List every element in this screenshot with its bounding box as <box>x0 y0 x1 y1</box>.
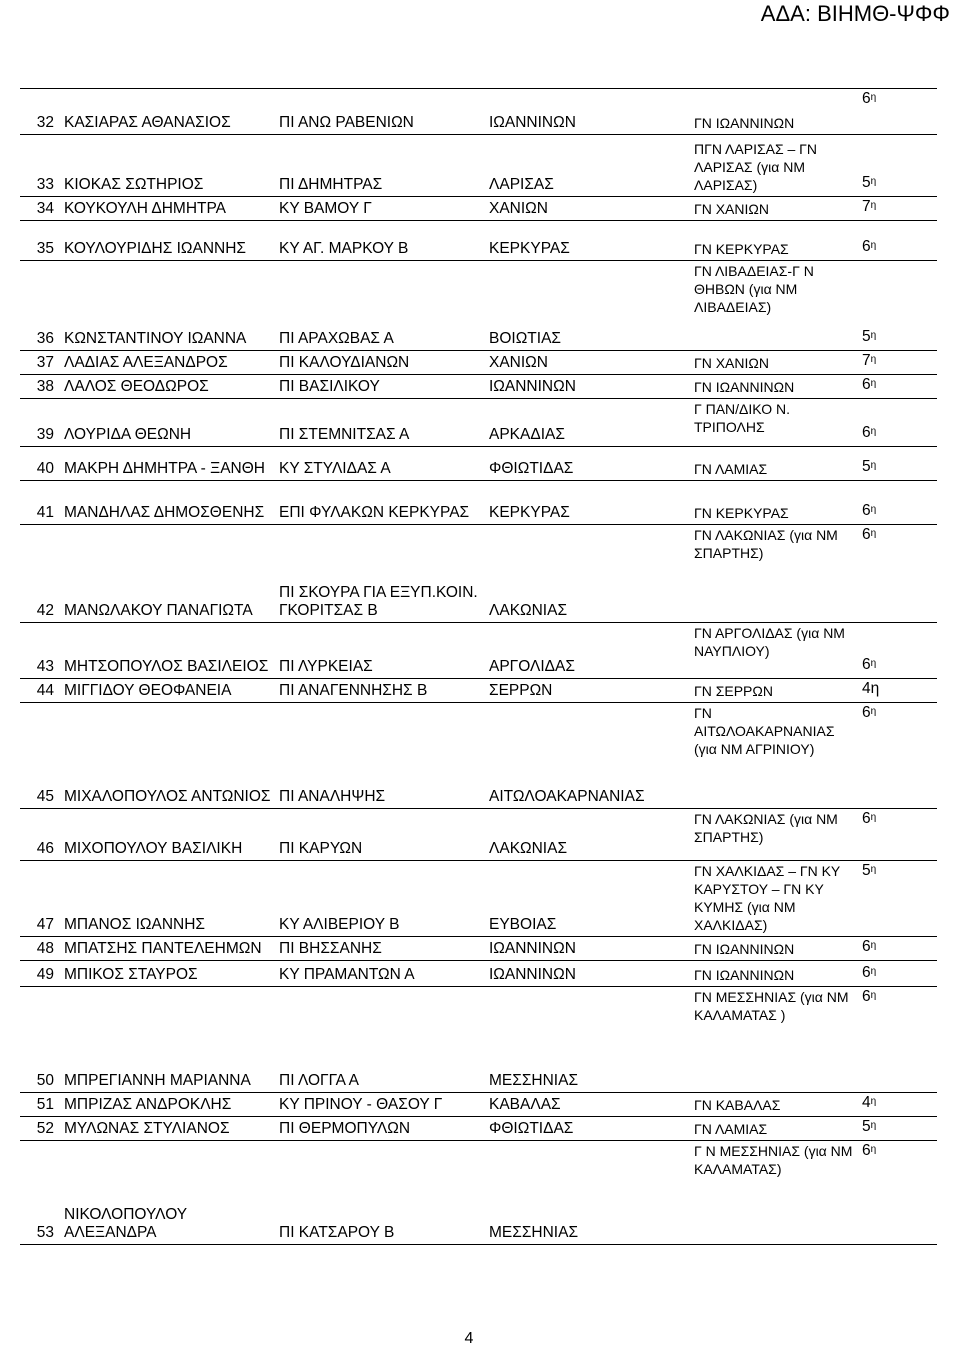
table-row <box>20 1117 937 1141</box>
table-row <box>20 135 937 197</box>
reference-hospital: ΓΝ ΛΙΒΑΔΕΙΑΣ-Γ Ν ΘΗΒΩΝ (για ΝΜ ΛΙΒΑΔΕΙΑΣ) <box>690 261 858 351</box>
health-unit: ΠΙ ΔΗΜΗΤΡΑΣ <box>275 135 485 197</box>
person-name: ΜΠΑΤΣΗΣ ΠΑΝΤΕΛΕΗΜΩΝ <box>60 937 275 961</box>
prefecture: ΕΥΒΟΙΑΣ <box>485 861 690 937</box>
prefecture: ΧΑΝΙΩΝ <box>485 197 690 221</box>
grade-suffix: η <box>870 1144 877 1155</box>
prefecture: ΙΩΑΝΝΙΝΩΝ <box>485 937 690 961</box>
person-name: ΜΥΛΩΝΑΣ ΣΤΥΛΙΑΝΟΣ <box>60 1117 275 1141</box>
reference-hospital: ΓΝ ΧΑΝΙΩΝ <box>690 351 858 375</box>
grade-suffix: η <box>870 426 877 437</box>
grade: $7^\eta$ <box>858 197 937 221</box>
person-name: ΝΙΚΟΛΟΠΟΥΛΟΥ ΑΛΕΞΑΝΔΡΑ <box>60 1141 275 1245</box>
row-number: 50 <box>20 987 60 1093</box>
health-unit: ΠΙ ΒΑΣΙΛΙΚΟΥ <box>275 375 485 399</box>
prefecture: ΦΘΙΩΤΙΔΑΣ <box>485 447 690 481</box>
health-unit: ΠΙ ΑΝΩ ΡΑΒΕΝΙΩΝ <box>275 89 485 135</box>
grade: $7^\eta$ <box>858 351 937 375</box>
table-row <box>20 679 937 703</box>
grade-suffix: η <box>870 504 877 515</box>
grade: $6^\eta$ <box>858 221 937 261</box>
health-unit: ΚΥ ΑΓ. ΜΑΡΚΟΥ Β <box>275 221 485 261</box>
health-unit: ΚΥ ΠΡΑΜΑΝΤΩΝ Α <box>275 961 485 987</box>
row-number: 51 <box>20 1093 60 1117</box>
table-row <box>20 221 937 261</box>
row-number: 40 <box>20 447 60 481</box>
health-unit: ΠΙ ΑΡΑΧΩΒΑΣ Α <box>275 261 485 351</box>
health-unit: ΚΥ ΑΛΙΒΕΡΙΟΥ Β <box>275 861 485 937</box>
row-number: 43 <box>20 623 60 679</box>
person-name: ΜΗΤΣΟΠΟΥΛΟΣ ΒΑΣΙΛΕΙΟΣ <box>60 623 275 679</box>
document-reference-header: ΑΔΑ: ΒΙΗΜΘ-ΨΦΦ <box>760 1 950 26</box>
row-number: 53 <box>20 1141 60 1245</box>
grade: $6^\eta$ <box>858 937 937 961</box>
table-row <box>20 261 937 351</box>
table-row <box>20 703 937 809</box>
prefecture: ΛΑΚΩΝΙΑΣ <box>485 525 690 623</box>
grade: $6^\eta$ <box>858 623 937 679</box>
prefecture: ΑΙΤΩΛΟΑΚΑΡΝΑΝΙΑΣ <box>485 703 690 809</box>
table-row <box>20 987 937 1093</box>
grade: $5^\eta$ <box>858 447 937 481</box>
prefecture: ΙΩΑΝΝΙΝΩΝ <box>485 961 690 987</box>
grade: $5^\eta$ <box>858 261 937 351</box>
health-unit: ΠΙ ΚΑΤΣΑΡΟΥ Β <box>275 1141 485 1245</box>
person-name: ΚΑΣΙΑΡΑΣ ΑΘΑΝΑΣΙΟΣ <box>60 89 275 135</box>
row-number: 47 <box>20 861 60 937</box>
row-number: 52 <box>20 1117 60 1141</box>
table-row <box>20 1141 937 1245</box>
person-name: ΜΑΝΔΗΛΑΣ ΔΗΜΟΣΘΕΝΗΣ <box>60 481 275 525</box>
health-unit: ΚΥ ΣΤΥΛΙΔΑΣ Α <box>275 447 485 481</box>
grade-suffix: η <box>870 706 877 717</box>
grade-suffix: η <box>870 354 877 365</box>
reference-hospital: Γ ΠΑΝ/ΔΙΚΟ Ν. ΤΡΙΠΟΛΗΣ <box>690 399 858 447</box>
prefecture: ΚΑΒΑΛΑΣ <box>485 1093 690 1117</box>
reference-hospital: ΓΝ ΧΑΛΚΙΔΑΣ – ΓΝ ΚΥ ΚΑΡΥΣΤΟΥ – ΓΝ ΚΥ ΚΥΜΗΣ (για ΝΜ ΧΑΛΚΙΔΑΣ) <box>690 861 858 937</box>
grade-suffix: η <box>870 528 877 539</box>
person-name: ΜΑΝΩΛΑΚΟΥ ΠΑΝΑΓΙΩΤΑ <box>60 525 275 623</box>
prefecture: ΛΑΚΩΝΙΑΣ <box>485 809 690 861</box>
table-row <box>20 623 937 679</box>
health-unit: ΠΙ ΛΟΓΓΑ Α <box>275 987 485 1093</box>
grade-suffix: η <box>870 330 877 341</box>
grade-suffix: η <box>870 966 877 977</box>
reference-hospital: ΓΝ ΙΩΑΝΝΙΝΩΝ <box>690 89 858 135</box>
grade: $5^\eta$ <box>858 135 937 197</box>
reference-hospital: ΓΝ ΜΕΣΣΗΝΙΑΣ (για ΝΜ ΚΑΛΑΜΑΤΑΣ ) <box>690 987 858 1093</box>
table-row <box>20 961 937 987</box>
reference-hospital: ΓΝ ΙΩΑΝΝΙΝΩΝ <box>690 375 858 399</box>
grade: $6^\eta$ <box>858 481 937 525</box>
table-row <box>20 447 937 481</box>
health-unit: ΠΙ ΒΗΣΣΑΝΗΣ <box>275 937 485 961</box>
row-number: 39 <box>20 399 60 447</box>
table-row <box>20 89 937 135</box>
grade: $6^\eta$ <box>858 1141 937 1245</box>
person-name: ΛΑΔΙΑΣ ΑΛΕΞΑΝΔΡΟΣ <box>60 351 275 375</box>
prefecture: ΚΕΡΚΥΡΑΣ <box>485 221 690 261</box>
person-name: ΚΟΥΛΟΥΡΙΔΗΣ ΙΩΑΝΝΗΣ <box>60 221 275 261</box>
table-row <box>20 375 937 399</box>
row-number: 34 <box>20 197 60 221</box>
health-unit: ΠΙ ΣΤΕΜΝΙΤΣΑΣ Α <box>275 399 485 447</box>
person-name: ΚΟΥΚΟΥΛΗ ΔΗΜΗΤΡΑ <box>60 197 275 221</box>
row-number: 33 <box>20 135 60 197</box>
person-name: ΜΠΡΕΓΙΑΝΝΗ ΜΑΡΙΑΝΝΑ <box>60 987 275 1093</box>
reference-hospital: Γ Ν ΜΕΣΣΗΝΙΑΣ (για ΝΜ ΚΑΛΑΜΑΤΑΣ) <box>690 1141 858 1245</box>
grade-suffix: η <box>870 658 877 669</box>
row-number: 45 <box>20 703 60 809</box>
grade: $6^\eta$ <box>858 525 937 623</box>
person-name: ΛΑΛΟΣ ΘΕΟΔΩΡΟΣ <box>60 375 275 399</box>
grade: 4η <box>858 679 937 703</box>
health-unit: ΠΙ ΑΝΑΓΕΝΝΗΣΗΣ Β <box>275 679 485 703</box>
grade-suffix: η <box>870 940 877 951</box>
row-number: 44 <box>20 679 60 703</box>
reference-hospital: ΓΝ ΛΑΚΩΝΙΑΣ (για ΝΜ ΣΠΑΡΤΗΣ) <box>690 525 858 623</box>
grade-suffix: η <box>870 240 877 251</box>
grade: $6^\eta$ <box>858 987 937 1093</box>
page-number: 4 <box>464 1330 474 1347</box>
grade: $6^\eta$ <box>858 809 937 861</box>
table-row <box>20 937 937 961</box>
health-unit: ΠΙ ΘΕΡΜΟΠΥΛΩΝ <box>275 1117 485 1141</box>
health-unit: ΠΙ ΣΚΟΥΡΑ ΓΙΑ ΕΞΥΠ.ΚΟΙΝ. ΓΚΟΡΙΤΣΑΣ Β <box>275 525 485 623</box>
prefecture: ΜΕΣΣΗΝΙΑΣ <box>485 1141 690 1245</box>
reference-hospital: ΓΝ ΚΑΒΑΛΑΣ <box>690 1093 858 1117</box>
person-name: ΜΙΓΓΙΔΟΥ ΘΕΟΦΑΝΕΙΑ <box>60 679 275 703</box>
prefecture: ΦΘΙΩΤΙΔΑΣ <box>485 1117 690 1141</box>
prefecture: ΜΕΣΣΗΝΙΑΣ <box>485 987 690 1093</box>
grade-suffix: η <box>870 200 877 211</box>
health-unit: ΠΙ ΑΝΑΛΗΨΗΣ <box>275 703 485 809</box>
reference-hospital: ΓΝ ΛΑΜΙΑΣ <box>690 447 858 481</box>
grade-suffix: η <box>870 378 877 389</box>
grade-suffix: η <box>870 864 877 875</box>
row-number: 35 <box>20 221 60 261</box>
person-name: ΛΟΥΡΙΔΑ ΘΕΩΝΗ <box>60 399 275 447</box>
grade-suffix: η <box>870 92 877 103</box>
grade: $6^\eta$ <box>858 961 937 987</box>
grade: $5^\eta$ <box>858 1117 937 1141</box>
reference-hospital: ΓΝ ΛΑΚΩΝΙΑΣ (για ΝΜ ΣΠΑΡΤΗΣ) <box>690 809 858 861</box>
reference-hospital: ΠΓΝ ΛΑΡΙΣΑΣ – ΓΝ ΛΑΡΙΣΑΣ (για ΝΜ ΛΑΡΙΣΑΣ) <box>690 135 858 197</box>
prefecture: ΙΩΑΝΝΙΝΩΝ <box>485 375 690 399</box>
prefecture: ΣΕΡΡΩΝ <box>485 679 690 703</box>
person-name: ΜΠΡΙΖΑΣ ΑΝΔΡΟΚΛΗΣ <box>60 1093 275 1117</box>
health-unit: ΕΠΙ ΦΥΛΑΚΩΝ ΚΕΡΚΥΡΑΣ <box>275 481 485 525</box>
prefecture: ΑΡΓΟΛΙΔΑΣ <box>485 623 690 679</box>
person-name: ΜΙΧΑΛΟΠΟΥΛΟΣ ΑΝΤΩΝΙΟΣ <box>60 703 275 809</box>
grade-suffix: η <box>870 176 877 187</box>
row-number: 48 <box>20 937 60 961</box>
person-name: ΚΩΝΣΤΑΝΤΙΝΟΥ ΙΩΑΝΝΑ <box>60 261 275 351</box>
table-row <box>20 1093 937 1117</box>
row-number: 37 <box>20 351 60 375</box>
prefecture: ΑΡΚΑΔΙΑΣ <box>485 399 690 447</box>
person-name: ΚΙΟΚΑΣ ΣΩΤΗΡΙΟΣ <box>60 135 275 197</box>
prefecture: ΒΟΙΩΤΙΑΣ <box>485 261 690 351</box>
row-number: 32 <box>20 89 60 135</box>
prefecture: ΚΕΡΚΥΡΑΣ <box>485 481 690 525</box>
reference-hospital: ΓΝ ΧΑΝΙΩΝ <box>690 197 858 221</box>
reference-hospital: ΓΝ ΣΕΡΡΩΝ <box>690 679 858 703</box>
row-number: 46 <box>20 809 60 861</box>
row-number: 42 <box>20 525 60 623</box>
table-row <box>20 399 937 447</box>
table-row <box>20 525 937 623</box>
grade-suffix: η <box>870 1120 877 1131</box>
table-row <box>20 481 937 525</box>
prefecture: ΙΩΑΝΝΙΝΩΝ <box>485 89 690 135</box>
row-number: 41 <box>20 481 60 525</box>
assignments-table <box>20 88 937 1245</box>
table-row <box>20 351 937 375</box>
reference-hospital: ΓΝ ΙΩΑΝΝΙΝΩΝ <box>690 937 858 961</box>
health-unit: ΠΙ ΚΑΛΟΥΔΙΑΝΩΝ <box>275 351 485 375</box>
row-number: 49 <box>20 961 60 987</box>
grade: $5^\eta$ <box>858 861 937 937</box>
row-number: 38 <box>20 375 60 399</box>
health-unit: ΚΥ ΠΡΙΝΟΥ - ΘΑΣΟΥ Γ <box>275 1093 485 1117</box>
grade: $6^\eta$ <box>858 703 937 809</box>
table-row <box>20 197 937 221</box>
person-name: ΜΙΧΟΠΟΥΛΟΥ ΒΑΣΙΛΙΚΗ <box>60 809 275 861</box>
table-row <box>20 809 937 861</box>
table-row <box>20 861 937 937</box>
health-unit: ΚΥ ΒΑΜΟΥ Γ <box>275 197 485 221</box>
prefecture: ΛΑΡΙΣΑΣ <box>485 135 690 197</box>
grade-suffix: η <box>870 990 877 1001</box>
grade-suffix: η <box>870 1096 877 1107</box>
reference-hospital: ΓΝ ΙΩΑΝΝΙΝΩΝ <box>690 961 858 987</box>
reference-hospital: ΓΝ ΛΑΜΙΑΣ <box>690 1117 858 1141</box>
grade: $6^\eta$ <box>858 399 937 447</box>
row-number: 36 <box>20 261 60 351</box>
health-unit: ΠΙ ΚΑΡΥΩΝ <box>275 809 485 861</box>
reference-hospital: ΓΝ ΑΡΓΟΛΙΔΑΣ (για ΝΜ ΝΑΥΠΛΙΟΥ) <box>690 623 858 679</box>
person-name: ΜΠΑΝΟΣ ΙΩΑΝΝΗΣ <box>60 861 275 937</box>
grade-suffix: η <box>870 460 877 471</box>
prefecture: ΧΑΝΙΩΝ <box>485 351 690 375</box>
person-name: ΜΑΚΡΗ ΔΗΜΗΤΡΑ - ΞΑΝΘΗ <box>60 447 275 481</box>
grade: $6^\eta$ <box>858 375 937 399</box>
person-name: ΜΠΙΚΟΣ ΣΤΑΥΡΟΣ <box>60 961 275 987</box>
health-unit: ΠΙ ΛΥΡΚΕΙΑΣ <box>275 623 485 679</box>
reference-hospital: ΓΝ ΚΕΡΚΥΡΑΣ <box>690 221 858 261</box>
grade: $4^\eta$ <box>858 1093 937 1117</box>
grade-suffix: η <box>870 812 877 823</box>
grade: $6^\eta$ <box>858 89 937 135</box>
reference-hospital: ΓΝ ΑΙΤΩΛΟΑΚΑΡΝΑΝΙΑΣ (για ΝΜ ΑΓΡΙΝΙΟΥ) <box>690 703 858 809</box>
reference-hospital: ΓΝ ΚΕΡΚΥΡΑΣ <box>690 481 858 525</box>
